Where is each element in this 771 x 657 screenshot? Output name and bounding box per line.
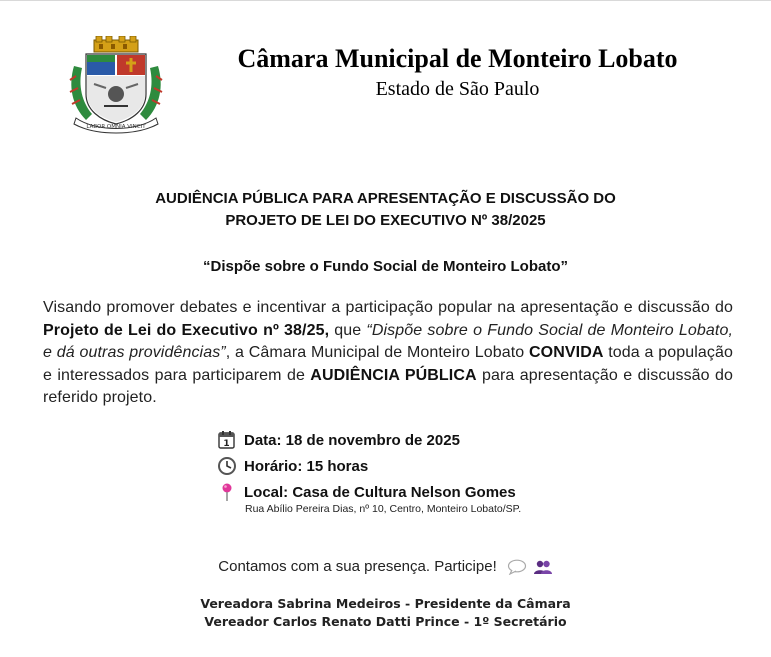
document-title-line-2: PROJETO DE LEI DO EXECUTIVO Nº 38/2025 — [225, 212, 546, 229]
council-title: Câmara Municipal de Monteiro Lobato — [237, 44, 678, 73]
pushpin-icon — [217, 482, 237, 502]
signature-president: Vereadora Sabrina Medeiros - Presidente da Câmara — [200, 596, 571, 611]
clock-icon — [217, 456, 237, 476]
event-time: Horário: 15 horas — [217, 456, 368, 476]
signature-secretary: Vereador Carlos Renato Datti Prince - 1º Secretário — [204, 614, 567, 629]
event-address: Rua Abílio Pereira Dias, nº 10, Centro, Monteiro Lobato/SP. — [245, 503, 522, 515]
top-border-line — [0, 0, 771, 1]
crown-icon — [94, 36, 138, 52]
svg-text:1: 1 — [223, 439, 230, 449]
invitation-paragraph: Visando promover debates e incentivar a participação popular na apresentação e discussão do Projeto de Lei do Executivo nº 38/25, que “Dispõe sobre o Fundo Social de Monteiro Lobato, e dá outras providências”, a Câmara Municipal de Monteiro Lobato CONVIDA toda a população e interessados para participarem de AUDIÊNCIA PÚBLICA para apresentação e discussão do referido projeto. — [43, 299, 734, 406]
document-title-line-1: AUDIÊNCIA PÚBLICA PARA APRESENTAÇÃO E DISCUSSÃO DO — [155, 190, 616, 207]
closing-line — [0, 558, 771, 575]
speech-bubble-icon — [507, 559, 527, 575]
coat-of-arms-logo — [66, 36, 166, 134]
event-date: 1 Data: 18 de novembro de 2025 — [217, 430, 460, 450]
event-location: Local: Casa de Cultura Nelson Gomes — [217, 482, 516, 502]
state-subtitle: Estado de São Paulo — [375, 78, 540, 100]
closing-text: Contamos com a sua presença. Participe! — [218, 558, 497, 575]
document-subject: “Dispõe sobre o Fundo Social de Monteiro Lobato” — [202, 258, 568, 275]
calendar-icon — [217, 430, 237, 450]
people-icon — [533, 559, 553, 575]
svg-text:LABOR OMNIA VINCIT: LABOR OMNIA VINCIT — [86, 124, 146, 130]
